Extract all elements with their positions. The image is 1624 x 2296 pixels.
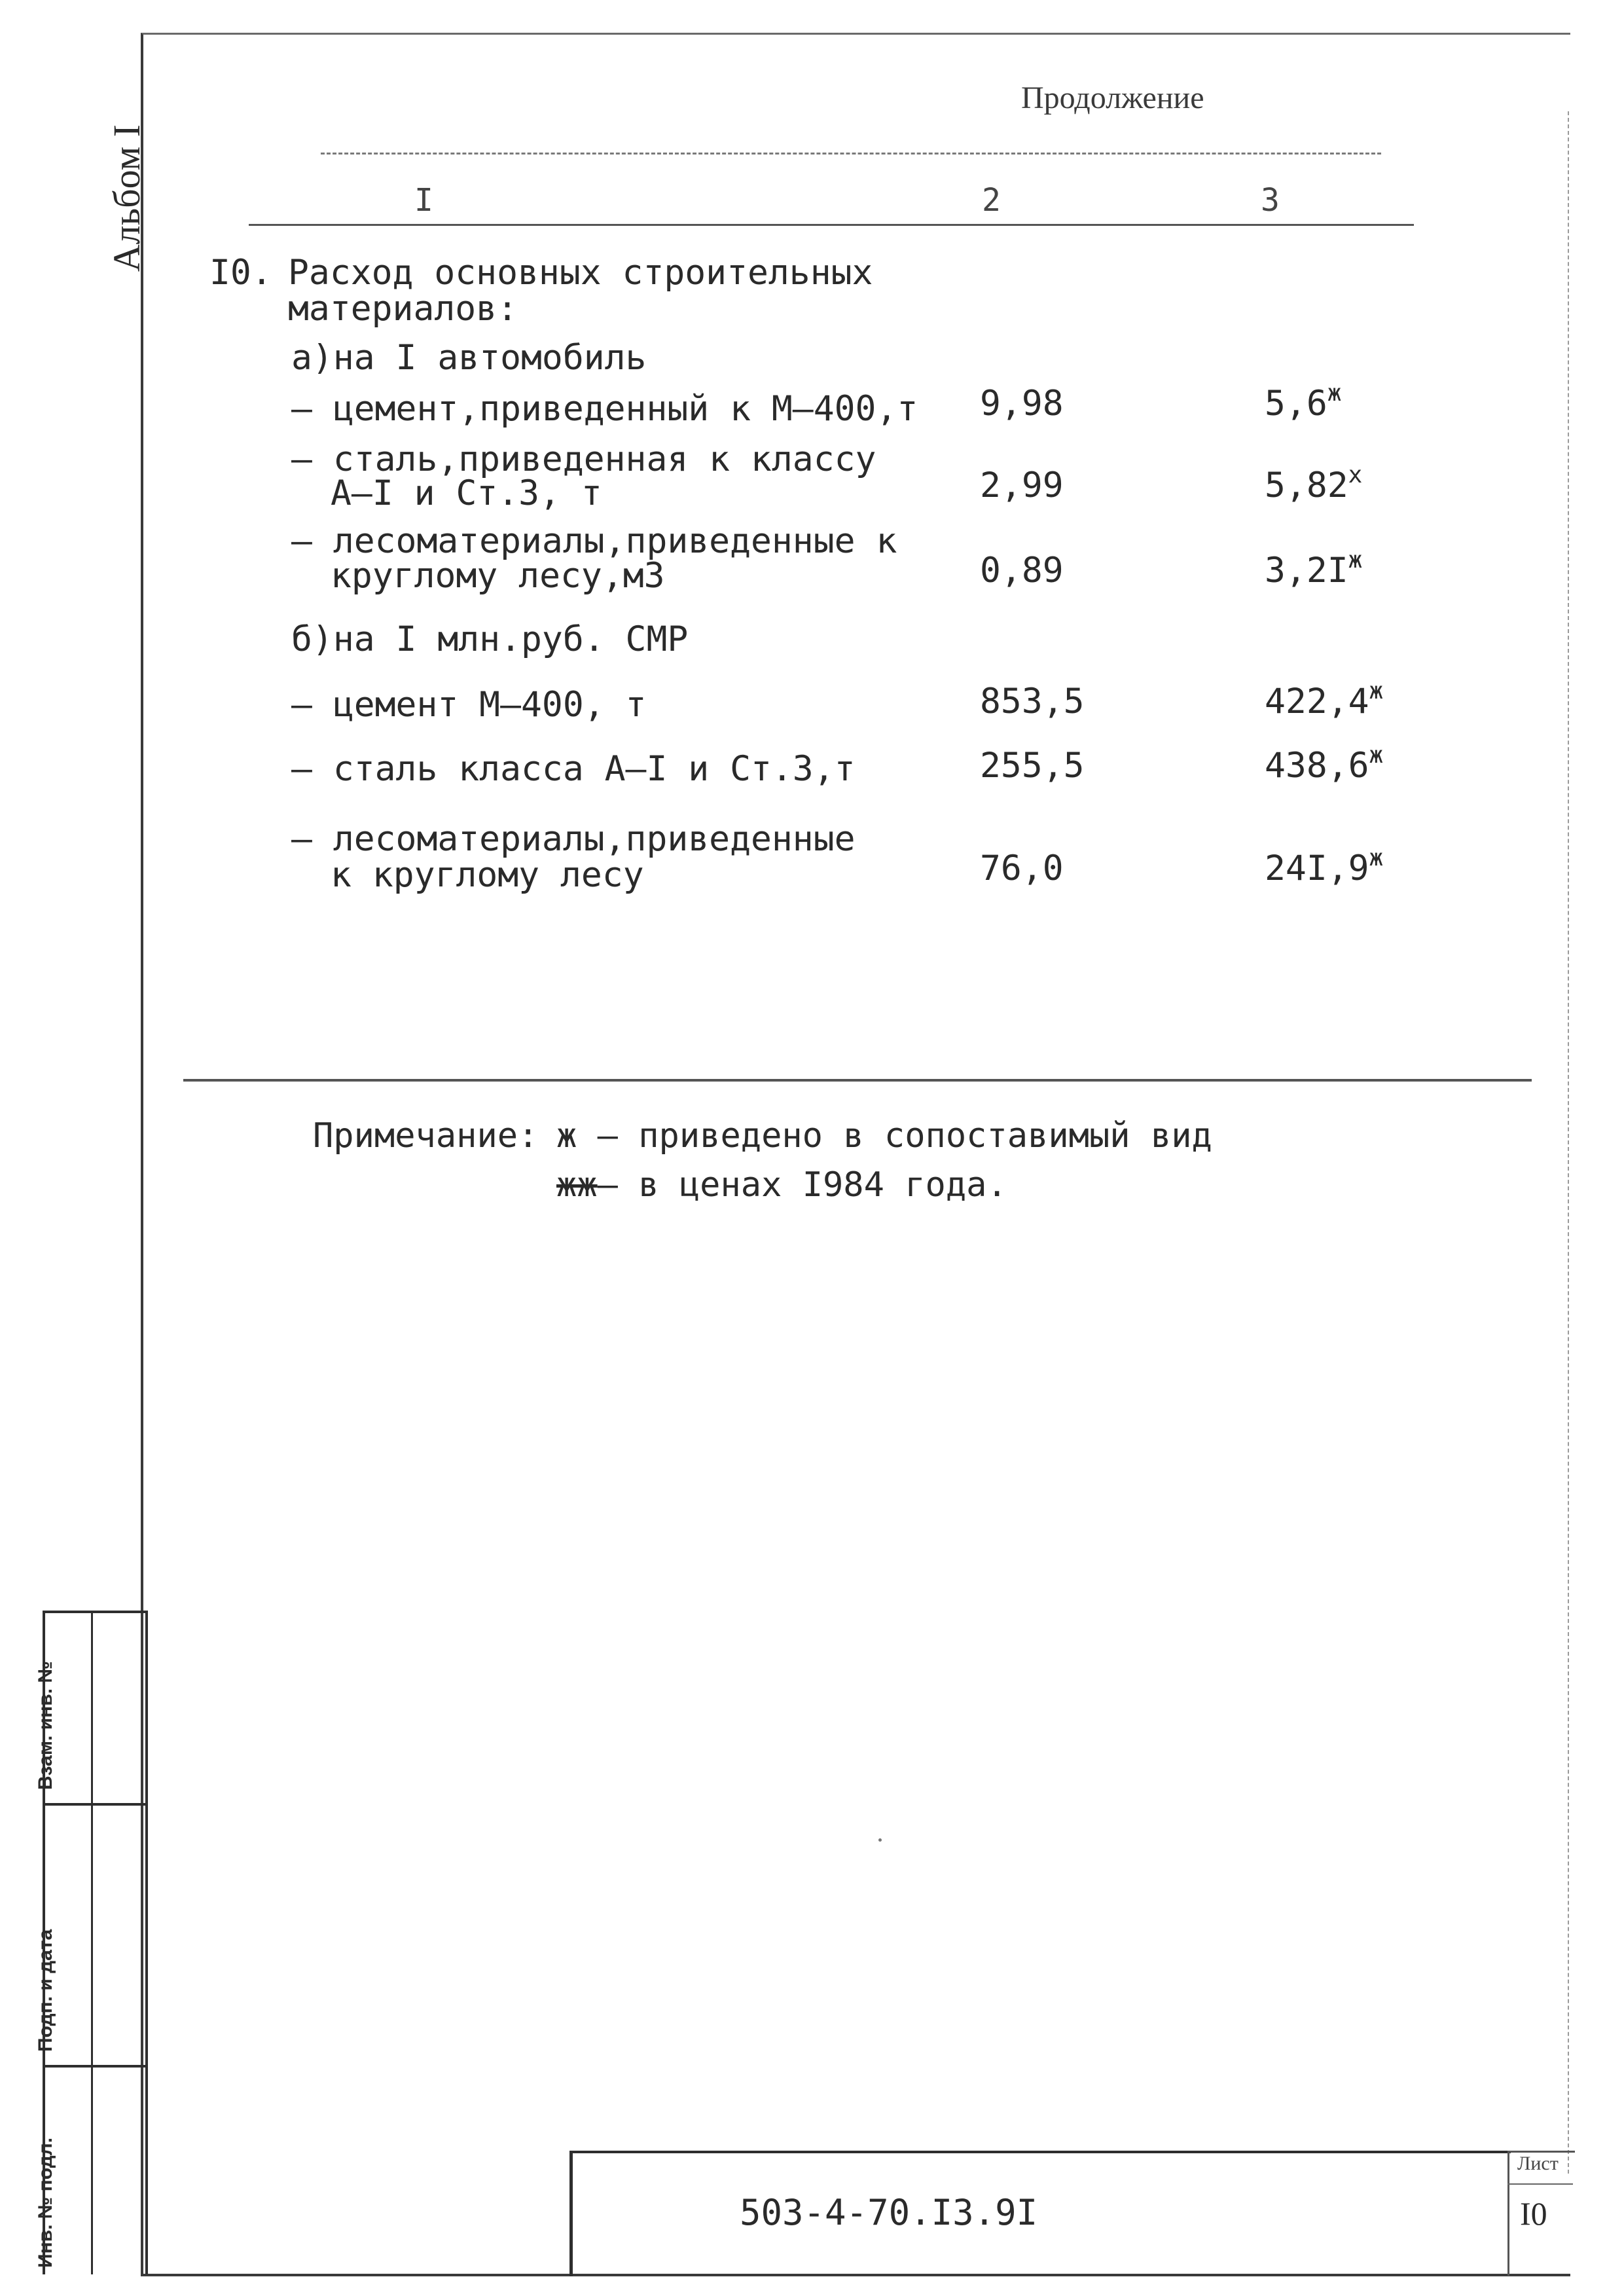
row-value-col2: 255,5 xyxy=(980,746,1085,786)
note-line2-text: – в ценах I984 года. xyxy=(597,1165,1007,1205)
row-label-line1: – цемент,приведенный к М–400,т xyxy=(291,389,918,429)
note-line1: ж – приведено в сопоставимый вид xyxy=(556,1116,1212,1156)
note-label: Примечание: xyxy=(313,1116,539,1156)
row-label-line1: – цемент М–400, т xyxy=(291,685,647,725)
row-value-col2: 853,5 xyxy=(980,682,1085,721)
sheet-label: Лист xyxy=(1517,2153,1559,2174)
side-stamp-row-divider xyxy=(45,1803,145,1806)
row-value-col3-text: 5,82 xyxy=(1265,465,1348,505)
side-stamp-ref-text: Взам. инв. № xyxy=(35,1661,56,1790)
row-value-col3-mark: ж xyxy=(1348,547,1363,574)
row-value-col2: 0,89 xyxy=(980,551,1064,591)
table-top-rule xyxy=(321,153,1381,155)
sheet-number: I0 xyxy=(1520,2195,1547,2232)
side-stamp-sign-text: Подп. и дата xyxy=(35,1929,56,2052)
row-value-col3 xyxy=(1265,380,1342,424)
note-line2-mark: жж xyxy=(556,1165,598,1205)
column-header-1: I xyxy=(414,182,433,219)
row-value-col3-mark: ж xyxy=(1369,742,1384,769)
scan-speck xyxy=(878,1838,882,1842)
row-value-col3-mark: ж xyxy=(1369,845,1384,871)
row-value-col3 xyxy=(1265,462,1363,505)
column-header-3: 3 xyxy=(1261,182,1280,219)
row-value-col2: 2,99 xyxy=(980,465,1064,505)
note-line2 xyxy=(556,1165,1007,1205)
side-stamp-divider xyxy=(91,1613,93,2274)
row-label-line2: к круглому лесу xyxy=(331,855,644,895)
column-header-2: 2 xyxy=(982,182,1001,219)
row-value-col2: 76,0 xyxy=(980,848,1064,888)
row-value-col3 xyxy=(1265,678,1384,721)
table-header-rule xyxy=(249,224,1414,226)
group-a-title: а)на I автомобиль xyxy=(291,338,647,378)
continuation-label: Продолжение xyxy=(1021,81,1204,115)
row-value-col3-mark: х xyxy=(1348,462,1363,488)
row-value-col3-mark: ж xyxy=(1369,678,1384,704)
row-value-col3 xyxy=(1265,742,1384,786)
row-value-col3-text: 24I,9 xyxy=(1265,848,1369,888)
side-stamp xyxy=(35,1611,148,2274)
row-label-line1: – сталь класса А–I и Ст.3,т xyxy=(291,749,856,789)
table-bottom-rule xyxy=(183,1079,1532,1082)
section-title-line1: Расход основных строительных xyxy=(288,253,873,293)
row-label-line2: круглому лесу,м3 xyxy=(331,556,665,596)
row-value-col3-text: 5,6 xyxy=(1265,384,1327,424)
row-value-col3-text: 422,4 xyxy=(1265,682,1369,721)
page-frame-right-edge xyxy=(1568,111,1569,2174)
row-value-col3 xyxy=(1265,845,1384,888)
album-label-text: Альбом I xyxy=(105,124,148,272)
row-value-col3-text: 3,2I xyxy=(1265,551,1348,591)
side-stamp-row-divider xyxy=(45,2065,145,2068)
row-label-line2: А–I и Ст.3, т xyxy=(331,473,602,513)
section-title-line2: материалов: xyxy=(288,289,518,329)
row-value-col3-mark: ж xyxy=(1327,380,1342,407)
row-label-line1: – сталь,приведенная к классу xyxy=(291,439,876,479)
document-code: 503-4-70.I3.9I xyxy=(740,2192,1038,2233)
row-label-line1: – лесоматериалы,приведенные xyxy=(291,819,856,859)
row-value-col2: 9,98 xyxy=(980,384,1064,424)
section-number: I0. xyxy=(209,253,272,293)
group-b-title: б)на I млн.руб. СМР xyxy=(291,619,689,659)
row-value-col3 xyxy=(1265,547,1363,591)
row-label-line1: – лесоматериалы,приведенные к xyxy=(291,521,897,561)
side-stamp-inv-text: Инв. № подл. xyxy=(35,2137,56,2268)
row-value-col3-text: 438,6 xyxy=(1265,746,1369,786)
sheet-box-divider xyxy=(1507,2183,1573,2185)
title-block xyxy=(569,2151,1511,2276)
